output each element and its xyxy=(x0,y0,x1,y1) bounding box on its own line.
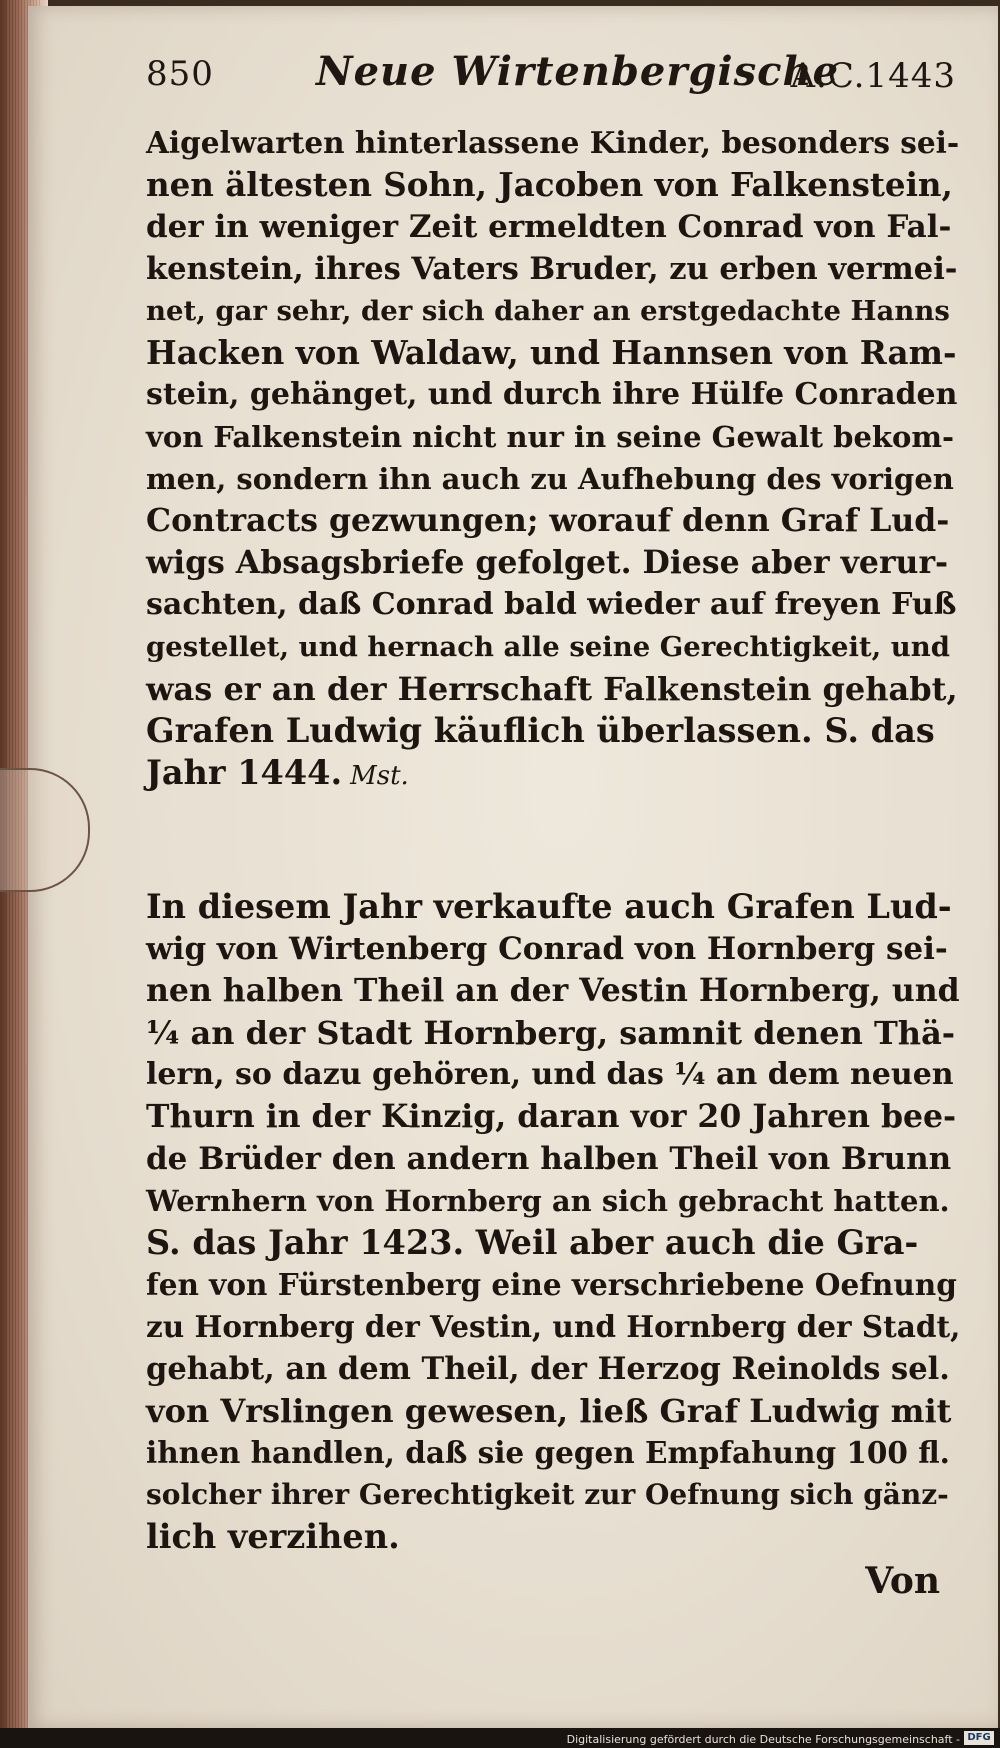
text-line: In diesem Jahr verkaufte auch Grafen Lud- xyxy=(146,887,952,926)
text-line: Contracts gezwungen; worauf denn Graf Lud- xyxy=(146,502,950,539)
text-line: S. das Jahr 1423. Weil aber auch die Gra- xyxy=(146,1223,919,1262)
page-number: 850 xyxy=(146,54,214,94)
text-line-content: Jahr 1444. xyxy=(146,753,343,792)
text-line: men, sondern ihn auch zu Aufhebung des vorigen xyxy=(146,462,954,496)
text-line: was er an der Herrschaft Falkenstein gehabt, xyxy=(146,670,958,708)
text-line: der in weniger Zeit ermeldten Conrad von Fal- xyxy=(146,209,952,245)
funding-credit: Digitalisierung gefördert durch die Deutsche Forschungsgemeinschaft - xyxy=(566,1733,960,1746)
text-line: ¼ an der Stadt Hornberg, samnit denen Thä- xyxy=(146,1014,956,1052)
dfg-logo: DFG xyxy=(964,1731,994,1745)
text-line: gestellet, und hernach alle seine Gerechtigkeit, und xyxy=(146,631,950,663)
year-reference: A.C.1443 xyxy=(790,56,956,96)
text-line-last xyxy=(146,752,960,794)
text-line: Grafen Ludwig käuflich überlassen. S. das xyxy=(146,711,935,750)
text-line: ihnen handlen, daß sie gegen Empfahung 100 fl. xyxy=(146,1435,950,1470)
running-title: Neue Wirtenbergische xyxy=(316,48,840,95)
text-line: Wernhern von Hornberg an sich gebracht hatten. xyxy=(146,1184,950,1218)
text-line: lich verzihen. xyxy=(146,1517,400,1556)
text-line: von Vrslingen gewesen, ließ Graf Ludwig mit xyxy=(146,1392,952,1430)
page-header xyxy=(146,48,956,112)
paragraph-2 xyxy=(146,886,960,1558)
text-line: net, gar sehr, der sich daher an erstgedachte Hanns xyxy=(146,295,950,327)
text-line: de Brüder den andern halben Theil von Brunn xyxy=(146,1141,952,1177)
text-line: Aigelwarten hinterlassene Kinder, besonders sei- xyxy=(146,125,960,160)
catchword: Von xyxy=(865,1560,940,1602)
text-line: fen von Fürstenberg eine verschriebene Oefnung xyxy=(146,1267,957,1302)
text-line: wigs Absagsbriefe gefolget. Diese aber verur- xyxy=(146,544,949,581)
text-line: nen ältesten Sohn, Jacoben von Falkenstein, xyxy=(146,165,953,204)
text-line: stein, gehänget, und durch ihre Hülfe Conraden xyxy=(146,377,958,412)
text-line: Thurn in der Kinzig, daran vor 20 Jahren bee- xyxy=(146,1098,957,1135)
footer-bar xyxy=(0,1728,1000,1748)
text-line: solcher ihrer Gerechtigkeit zur Oefnung sich gänz- xyxy=(146,1478,949,1511)
text-line: wig von Wirtenberg Conrad von Hornberg sei- xyxy=(146,931,948,967)
text-line: kenstein, ihres Vaters Bruder, zu erben vermei- xyxy=(146,251,958,287)
manuscript-note: Mst. xyxy=(350,761,409,791)
text-line: gehabt, an dem Theil, der Herzog Reinolds sel. xyxy=(146,1351,950,1387)
text-line: Hacken von Waldaw, und Hannsen von Ram- xyxy=(146,333,957,372)
text-line: zu Hornberg der Vestin, und Hornberg der Stadt, xyxy=(146,1309,961,1344)
text-line: nen halben Theil an der Vestin Hornberg, und xyxy=(146,972,960,1009)
text-line: von Falkenstein nicht nur in seine Gewalt bekom- xyxy=(146,420,955,454)
paragraph-1 xyxy=(146,122,960,794)
text-line: sachten, daß Conrad bald wieder auf freyen Fuß xyxy=(146,587,957,622)
text-line: lern, so dazu gehören, und das ¼ an dem neuen xyxy=(146,1057,954,1092)
